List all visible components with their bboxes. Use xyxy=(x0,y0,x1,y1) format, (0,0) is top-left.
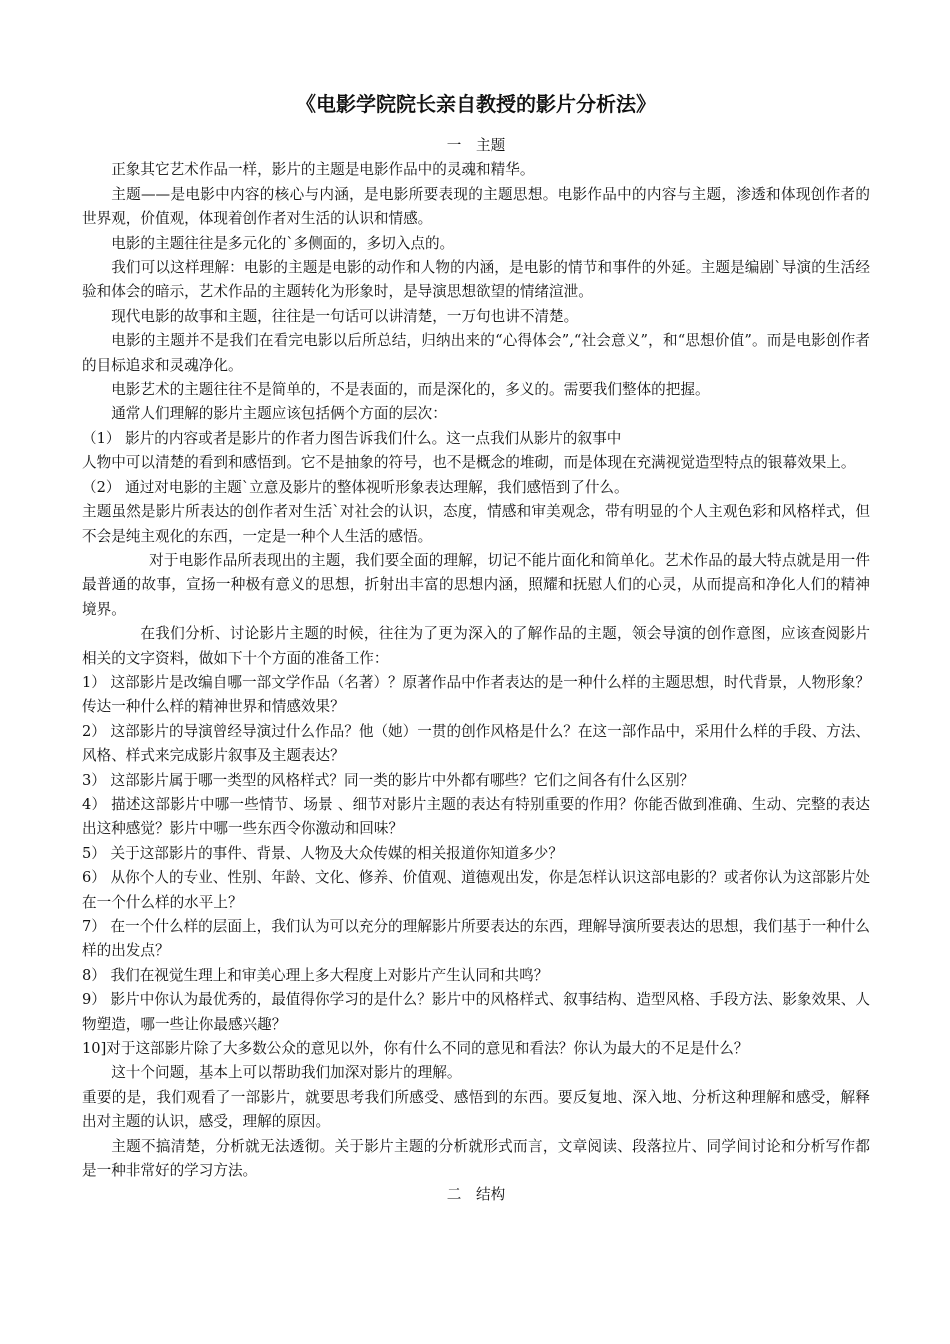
question-item: 9） 影片中你认为最优秀的，最值得你学习的是什么？影片中的风格样式、叙事结构、造型风格、手段方法、影象效果、人物塑造，哪一些让你最感兴趣？ xyxy=(82,991,870,1033)
paragraph: 主题——是电影中内容的核心与内涵，是电影所要表现的主题思想。电影作品中的内容与主题，渗透和体现创作者的世界观，价值观，体现着创作者对生活的认识和情感。 xyxy=(82,185,870,228)
section-heading-theme: 一 主题 xyxy=(446,137,506,154)
paragraph: 重要的是，我们观看了一部影片，就要思考我们所感受、感悟到的东西。要反复地、深入地、分析这种理解和感受，解释出对主题的认识，感受，理解的原因。 xyxy=(82,1088,870,1131)
paragraph: 对于电影作品所表现出的主题，我们要全面的理解，切记不能片面化和简单化。艺术作品的最大特点就是用一件最普通的故事，宣扬一种极有意义的思想，折射出丰富的思想内涵，照耀和抚慰人们的心灵，从而提高和净化人们的精神境界。 xyxy=(82,551,870,618)
question-item: 6） 从你个人的专业、性别、年龄、文化、修养、价值观、道德观出发，你是怎样认识这部电影的？或者你认为这部影片处在一个什么样的水平上？ xyxy=(82,869,870,911)
question-item: 5） 关于这部影片的事件、背景、人物及大众传媒的相关报道你知道多少？ xyxy=(82,844,563,862)
level-one-item: （1） 影片的内容或者是影片的作者力图告诉我们什么。这一点我们从影片的叙事中 xyxy=(82,429,622,447)
level-one-continuation: 人物中可以清楚的看到和感悟到。它不是抽象的符号，也不是概念的堆砌，而是体现在充满视觉造型特点的银幕效果上。 xyxy=(82,454,856,472)
paragraph: 正象其它艺术作品一样，影片的主题是电影作品中的灵魂和精华。 xyxy=(111,161,535,179)
paragraph: 电影的主题往往是多元化的`多侧面的，多切入点的。 xyxy=(111,234,455,252)
paragraph: 主题不搞清楚，分析就无法透彻。关于影片主题的分析就形式而言，文章阅读、段落拉片、同学间讨论和分析写作都是一种非常好的学习方法。 xyxy=(82,1137,870,1180)
paragraph: 我们可以这样理解：电影的主题是电影的动作和人物的内涵，是电影的情节和事件的外延。主题是编剧`导演的生活经验和体会的暗示，艺术作品的主题转化为形象时，是导演思想欲望的情绪渲泄。 xyxy=(82,259,870,301)
section-heading-structure: 二 结构 xyxy=(446,1186,506,1204)
paragraph: 通常人们理解的影片主题应该包括俩个方面的层次： xyxy=(111,405,447,423)
question-item: 8） 我们在视觉生理上和审美心理上多大程度上对影片产生认同和共鸣？ xyxy=(82,966,549,984)
paragraph: 这十个问题，基本上可以帮助我们加深对影片的理解。 xyxy=(111,1064,462,1082)
level-two-continuation: 主题虽然是影片所表达的创作者对生活`对社会的认识，态度，情感和审美观念，带有明显的个人主观色彩和风格样式，但不会是纯主观化的东西，一定是一种个人生活的感悟。 xyxy=(82,503,870,545)
question-item: 3） 这部影片属于哪一类型的风格样式？同一类的影片中外都有哪些？它们之间各有什么区别？ xyxy=(82,771,695,789)
question-item: 7） 在一个什么样的层面上，我们认为可以充分的理解影片所要表达的东西，理解导演所要表达的思想，我们基于一种什么样的出发点？ xyxy=(82,918,870,960)
paragraph: 电影艺术的主题往往不是简单的，不是表面的，而是深化的，多义的。需要我们整体的把握。 xyxy=(111,381,710,399)
document-title: 《电影学院院长亲自教授的影片分析法》 xyxy=(296,92,656,116)
question-item: 4） 描述这部影片中哪一些情节、场景 、细节对影片主题的表达有特别重要的作用？你能否做到准确、生动、完整的表达出这种感觉？影片中哪一些东西令你激动和回味？ xyxy=(82,795,870,838)
level-two-item: （2） 通过对电影的主题`立意及影片的整体视听形象表达理解，我们感悟到了什么。 xyxy=(82,478,629,496)
paragraph: 在我们分析、讨论影片主题的时候，往往为了更为深入的了解作品的主题，领会导演的创作意图，应该查阅影片相关的文字资料，做如下十个方面的准备工作： xyxy=(82,625,870,667)
document-page xyxy=(82,88,870,1208)
question-item: 10]对于这部影片除了大多数公众的意见以外，你有什么不同的意见和看法？你认为最大的不足是什么？ xyxy=(82,1040,749,1058)
question-item: 2） 这部影片的导演曾经导演过什么作品？他（她）一贯的创作风格是什么？在这一部作品中，采用什么样的手段、方法、风格、样式来完成影片叙事及主题表达？ xyxy=(82,722,870,765)
paragraph: 电影的主题并不是我们在看完电影以后所总结，归纳出来的“心得体会”,“社会意义”，和“思想价值”。而是电影创作者的目标追求和灵魂净化。 xyxy=(82,332,870,374)
question-item: 1） 这部影片是改编自哪一部文学作品（名著）？原著作品中作者表达的是一种什么样的主题思想，时代背景，人物形象？传达一种什么样的精神世界和情感效果？ xyxy=(82,673,870,716)
paragraph: 现代电影的故事和主题，往往是一句话可以讲清楚，一万句也讲不清楚。 xyxy=(111,307,579,325)
